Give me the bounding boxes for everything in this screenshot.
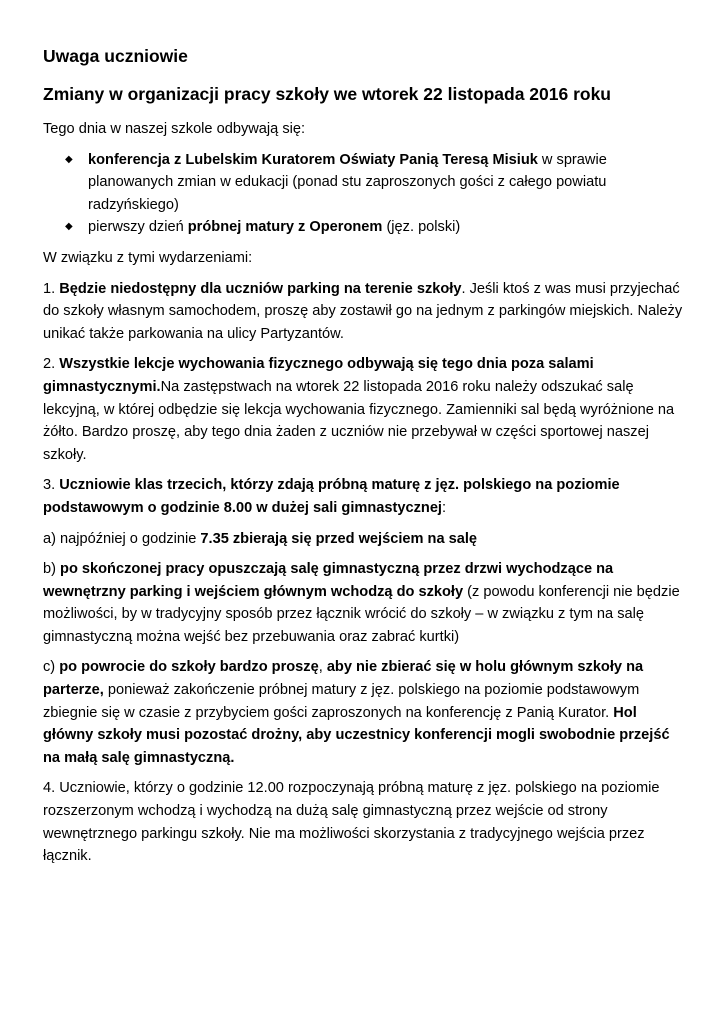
paragraph-3a: a) najpóźniej o godzinie 7.35 zbierają się przed wejściem na salę <box>43 530 478 547</box>
paragraph-4: 4. Uczniowie, którzy o godzinie 12.00 rozpoczynają próbną maturę z jęz. polskiego na poziomie rozszerzonym wchodzą i wychodzą na dużą salę gimnastyczną przez wejście od strony wewnętrznego parkingu szkoły. Nie ma możliwości skorzystania z tradycyjnego wejścia przez łącznik. <box>43 780 660 865</box>
list-item: ◆ konferencja z Lubelskim Kuratorem Oświaty Panią Teresą Misiuk w sprawie planowanych zmian w edukacji (ponad stu zaproszonych gości z całego powiatu radzyńskiego) <box>43 149 685 217</box>
diamond-bullet-icon: ◆ <box>65 221 73 233</box>
page-title: Uwaga uczniowie <box>43 46 188 66</box>
paragraph-3b: b) po skończonej pracy opuszczają salę gimnastyczną przez drzwi wychodzące na wewnętrzny parking i wejściem głównym wchodzą do szkoły (z powodu konferencji nie będzie możliwości, by w tradycyjny sposób przez łącznik wrócić do szkoły – w związku z tym na salę gimnastyczną można wejść bez przebuwania oraz zabrać kurtki) <box>43 561 680 645</box>
diamond-bullet-icon: ◆ <box>65 153 73 165</box>
paragraph-1: 1. Będzie niedostępny dla uczniów parking na terenie szkoły. Jeśli ktoś z was musi przyjechać do szkoły własnym samochodem, proszę aby zostawił go na jednym z parkingów miejskich. Należy unikać także parkowania na ulicy Partyzantów. <box>43 280 683 342</box>
page-subtitle: Zmiany w organizacji pracy szkoły we wtorek 22 listopada 2016 roku <box>43 84 611 104</box>
list-item: ◆ pierwszy dzień próbnej matury z Operonem (jęz. polski) <box>43 216 685 239</box>
paragraph-3c: c) po powrocie do szkoły bardzo proszę, aby nie zbierać się w holu głównym szkoły na parterze, ponieważ zakończenie próbnej matury z jęz. polskiego na poziomie podstawowym zbiegnie się w czasie z przybyciem gości zaproszonych na konferencję z Panią Kurator. Hol główny szkoły musi pozostać drożny, aby uczestnicy konferencji mogli swobodnie przejść na małą salę gimnastyczną. <box>43 659 670 766</box>
paragraph-3: 3. Uczniowie klas trzecich, którzy zdają próbną maturę z jęz. polskiego na poziomie podstawowym o godzinie 8.00 w dużej sali gimnastycznej: <box>43 477 620 516</box>
event-list <box>43 149 685 239</box>
intro-paragraph: Tego dnia w naszej szkole odbywają się: <box>43 121 306 137</box>
transition-paragraph: W związku z tymi wydarzeniami: <box>43 249 253 266</box>
paragraph-2: 2. Wszystkie lekcje wychowania fizycznego odbywają się tego dnia poza salami gimnastycznymi.Na zastępstwach na wtorek 22 listopada 2016 roku należy odszukać salę lekcyjną, w której odbędzie się lekcja wychowania fizycznego. Zamienniki sal będą wyróżnione na żółto. Bardzo proszę, aby tego dnia żaden z uczniów nie przebywał w części sportowej naszej szkoły. <box>43 356 675 463</box>
